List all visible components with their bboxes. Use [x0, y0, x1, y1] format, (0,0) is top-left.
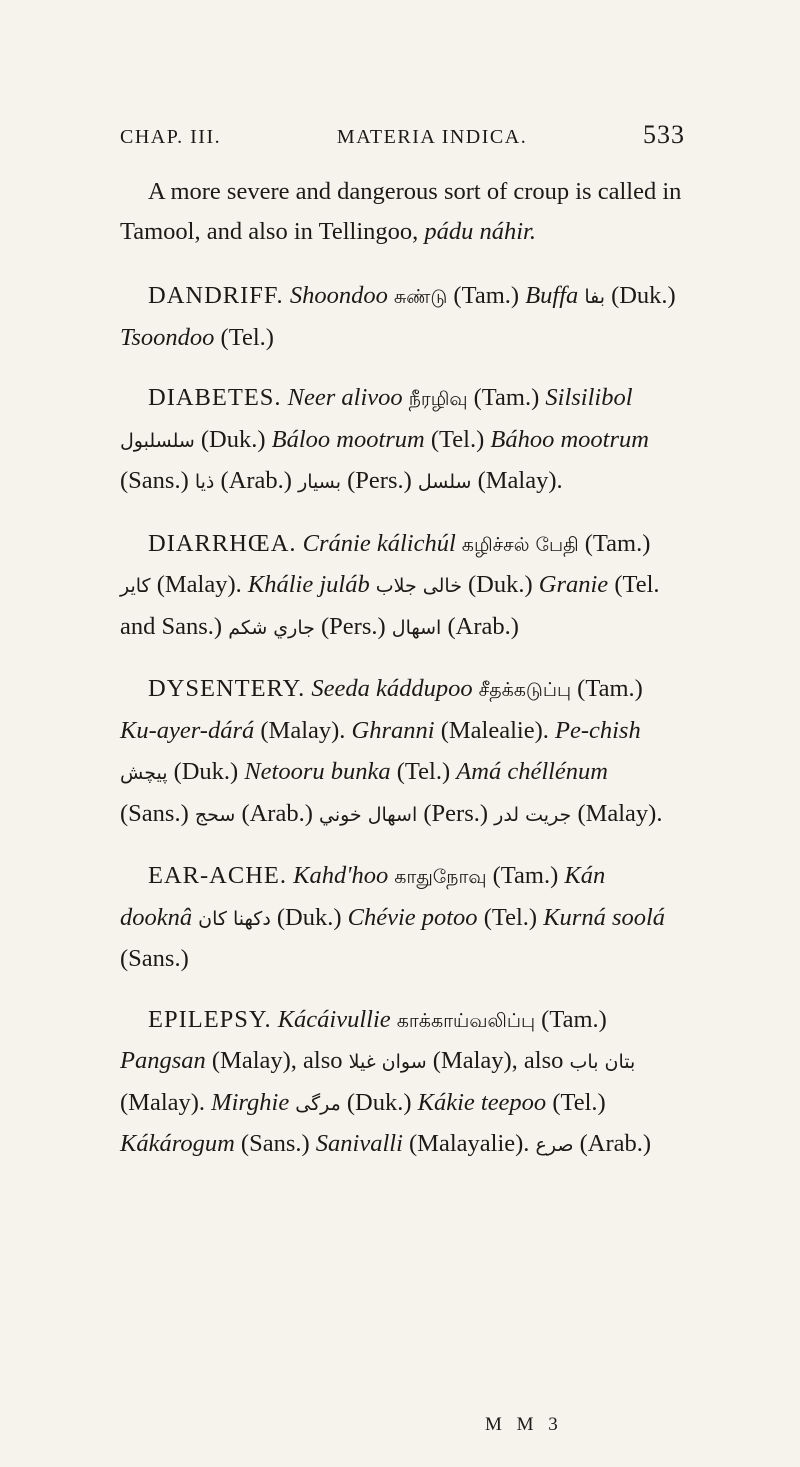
native-script-term: ذيا — [194, 471, 215, 493]
language-label: (Duk.) — [611, 282, 676, 309]
language-label: (Tam.) — [584, 529, 651, 557]
language-label: (Tel.) — [477, 903, 544, 931]
term-transliteration: Kácáivullie — [277, 1005, 391, 1033]
native-script-term: اسهال خوني — [318, 803, 418, 826]
running-header — [120, 120, 685, 150]
entry-headword: EAR-ACHE. — [148, 862, 287, 889]
language-label: (Malay), also — [426, 1047, 570, 1074]
page-number: 533 — [643, 120, 685, 149]
entry-paragraph — [120, 276, 682, 357]
native-script-term: اسهال — [391, 616, 442, 639]
term-transliteration: Kahd'hoo — [293, 862, 389, 889]
term-transliteration: Ku-ayer-dárá — [120, 716, 255, 744]
language-label: (Sans.) — [120, 799, 195, 827]
chapter-label: CHAP. III. — [120, 126, 222, 148]
language-label: (Tel.) — [390, 758, 457, 785]
term-transliteration: Netooru bunka — [244, 758, 391, 785]
language-label: (Sans.) — [120, 467, 195, 494]
native-script-term: مرگی — [289, 1092, 347, 1115]
entry-list — [120, 276, 682, 1166]
entry-headword: DIARRHŒA. — [148, 529, 297, 557]
native-script-term: سلسلبول — [120, 429, 201, 452]
language-label: (Arab.) — [441, 612, 519, 640]
language-label: (Tel. and Sans.) — [120, 571, 660, 640]
page-body — [120, 172, 682, 1187]
language-label: (Tam.) — [541, 1005, 607, 1033]
native-script-term: காக்காய்வலிப்பு — [390, 1009, 542, 1032]
language-label: (Malay). — [571, 799, 663, 827]
native-script-term: جاري شكم — [228, 616, 315, 639]
language-label: (Tam.) — [577, 675, 643, 702]
language-label: (Duk.) — [468, 571, 539, 598]
term-transliteration: Kurná soolá — [543, 903, 666, 931]
term-transliteration: Silsilibol — [545, 384, 633, 411]
native-script-term: சீதக்கடுப்பு — [472, 679, 578, 701]
native-script-term: سوان غيلا — [348, 1051, 427, 1073]
native-script-term: بفا — [578, 286, 612, 308]
language-label: (Pers.) — [341, 467, 418, 494]
language-label: (Duk.) — [200, 425, 272, 453]
language-label: (Duk.) — [173, 758, 245, 785]
term-transliteration: Khálie juláb — [247, 571, 370, 598]
language-label: (Malealie). — [434, 716, 555, 744]
native-script-term: کاير — [120, 575, 151, 597]
language-label: (Malay). — [150, 571, 248, 598]
language-label: (Sans.) — [234, 1130, 316, 1157]
term-transliteration: Báhoo mootrum — [490, 425, 649, 453]
native-script-term: دکھنا کان — [192, 907, 277, 930]
native-script-term: بسيار — [298, 471, 342, 493]
term-transliteration: Seeda kádduрoo — [311, 675, 473, 702]
native-script-term: بتان باب — [569, 1051, 636, 1073]
native-script-term: پيچش — [120, 762, 174, 784]
language-label: (Pers.) — [314, 612, 392, 640]
term-transliteration: Sanivalli — [315, 1130, 403, 1157]
language-label: (Duk.) — [346, 1088, 418, 1116]
term-transliteration: Pe-chish — [555, 716, 641, 744]
entry-headword: DANDRIFF. — [148, 282, 284, 309]
entry-headword: EPILEPSY. — [148, 1005, 272, 1033]
native-script-term: صرع — [535, 1134, 574, 1156]
intro-text: A more severe and dangerous sort of croup is called in Tamool, and also in Tellingoo, — [120, 178, 682, 245]
native-script-term: سلسل — [417, 471, 472, 493]
term-transliteration: Cránie kálichúl — [302, 529, 456, 557]
entry-paragraph — [120, 856, 682, 979]
entry-paragraph — [120, 1000, 682, 1166]
entry-paragraph — [120, 524, 682, 649]
term-transliteration: Báloo mootrum — [271, 425, 425, 453]
term-transliteration: Granie — [538, 571, 609, 598]
term-transliteration: Buffa — [525, 282, 579, 309]
term-transliteration: Pangsan — [120, 1047, 206, 1074]
language-label: (Arab.) — [573, 1130, 652, 1157]
term-transliteration: Shoondoo — [289, 282, 388, 309]
intro-paragraph — [120, 172, 682, 251]
native-script-term: சுண்டு — [387, 286, 454, 308]
term-transliteration: Kákárogum — [120, 1130, 235, 1157]
language-label: (Tam.) — [492, 862, 565, 889]
term-transliteration: Amá chéllénum — [456, 758, 608, 785]
term-transliteration: Kán dooknâ — [120, 862, 606, 931]
native-script-term: நீரழிவு — [402, 388, 474, 410]
term-transliteration: Chévie potoo — [347, 903, 478, 931]
language-label: (Tam.) — [453, 282, 526, 309]
entry-paragraph — [120, 378, 682, 503]
native-script-term: جريت لدر — [494, 803, 572, 826]
native-script-term: காதுநோவு — [388, 866, 493, 888]
native-script-term: خالی جلاب — [369, 575, 468, 597]
signature-mark: M M 3 — [485, 1414, 563, 1435]
entry-headword: DIABETES. — [148, 384, 282, 411]
language-label: (Malay). — [471, 467, 563, 494]
language-label: (Malayalie). — [402, 1130, 536, 1157]
native-script-term: கழிச்சல் பேதி — [455, 533, 585, 556]
running-title: MATERIA INDICA. — [336, 126, 528, 148]
term-transliteration: Neer alivoo — [287, 384, 403, 411]
term-transliteration: Kákie teepoo — [417, 1088, 547, 1116]
language-label: (Arab.) — [235, 799, 319, 827]
language-label: (Duk.) — [276, 903, 348, 931]
language-label: (Tam.) — [473, 384, 546, 411]
language-label: (Tel.) — [214, 323, 274, 351]
language-label: (Arab.) — [214, 467, 299, 494]
language-label: (Sans.) — [120, 945, 189, 972]
language-label: (Malay). — [254, 716, 352, 744]
entry-paragraph — [120, 669, 682, 835]
native-script-term: سحج — [194, 803, 236, 826]
language-label: (Pers.) — [417, 799, 495, 827]
term-transliteration: Mirghie — [211, 1088, 290, 1116]
intro-term: pádu náhir. — [424, 217, 537, 245]
term-transliteration: Ghranni — [351, 716, 435, 744]
language-label: (Tel.) — [424, 425, 491, 453]
entry-headword: DYSENTERY. — [148, 675, 306, 702]
language-label: (Malay), also — [205, 1047, 349, 1074]
term-transliteration: Tsoondoo — [120, 323, 215, 351]
language-label: (Malay). — [120, 1088, 212, 1116]
language-label: (Tel.) — [546, 1088, 606, 1116]
